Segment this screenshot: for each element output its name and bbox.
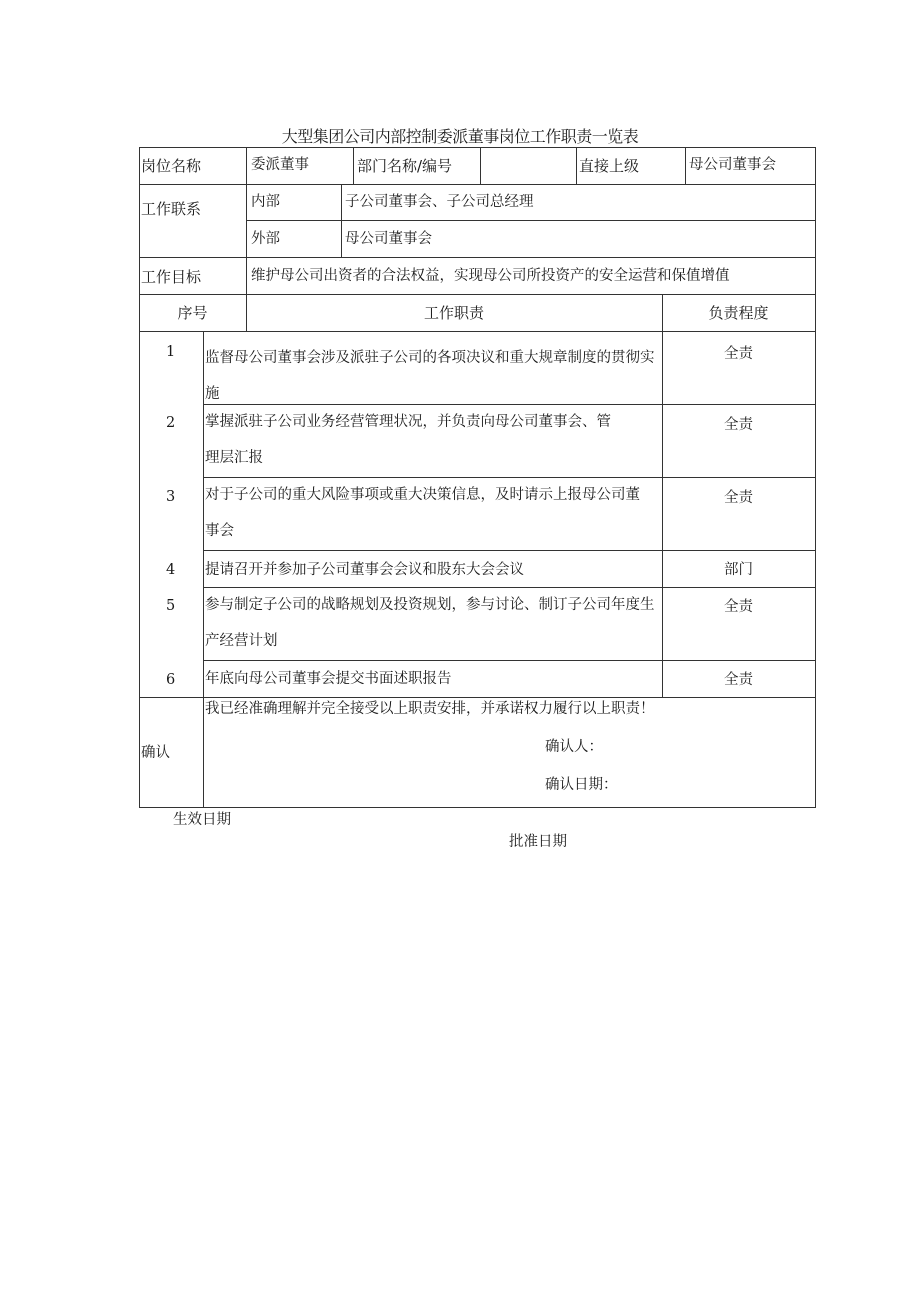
duty-text: 提请召开并参加子公司董事会会议和股东大会会议 <box>205 562 524 578</box>
duty-no: 2 <box>166 415 176 431</box>
confirm-label: 确认 <box>141 745 170 761</box>
external-label: 外部 <box>251 231 280 247</box>
goal-label: 工作目标 <box>141 268 202 286</box>
table-rule <box>576 147 577 184</box>
col-header-level: 负责程度 <box>708 304 769 322</box>
superior-label: 直接上级 <box>579 157 640 175</box>
table-rule <box>353 147 354 184</box>
table-rule <box>139 807 816 808</box>
table-rule <box>341 184 342 257</box>
table-rule <box>203 550 816 551</box>
position-label: 岗位名称 <box>141 157 202 175</box>
internal-label: 内部 <box>251 194 280 210</box>
contact-label: 工作联系 <box>141 200 202 218</box>
duties-table <box>139 147 816 808</box>
col-header-no: 序号 <box>177 304 208 322</box>
table-rule <box>815 147 816 808</box>
table-rule <box>203 331 204 807</box>
document-title: 大型集团公司内部控制委派董事岗位工作职责一览表 <box>281 127 639 146</box>
duty-level: 部门 <box>724 562 753 578</box>
duty-text: 对于子公司的重大风险事项或重大决策信息，及时请示上报母公司董事会 <box>205 487 640 539</box>
duty-level: 全责 <box>724 417 753 433</box>
table-rule <box>246 220 816 221</box>
table-rule <box>685 147 686 184</box>
table-rule <box>203 660 816 661</box>
duty-text: 监督母公司董事会涉及派驻子公司的各项决议和重大规章制度的贯彻实施 <box>205 350 655 402</box>
table-rule <box>139 257 816 258</box>
effective-date-label: 生效日期 <box>173 812 231 828</box>
duty-text: 掌握派驻子公司业务经营管理状况，并负责向母公司董事会、管理层汇报 <box>205 414 611 466</box>
table-rule <box>139 147 140 808</box>
confirm-date-label: 确认日期： <box>545 777 618 793</box>
approval-date-label: 批准日期 <box>509 834 567 850</box>
confirm-statement: 我已经准确理解并完全接受以上职责安排，并承诺权力履行以上职责！ <box>205 701 655 717</box>
table-rule <box>139 184 816 185</box>
table-rule <box>139 331 816 332</box>
duty-level: 全责 <box>724 599 753 615</box>
duty-level: 全责 <box>724 490 753 506</box>
table-rule <box>139 147 816 148</box>
table-rule <box>139 697 816 698</box>
table-rule <box>246 147 247 294</box>
table-rule <box>480 147 481 184</box>
table-rule <box>139 294 816 295</box>
external-value: 母公司董事会 <box>345 231 432 247</box>
goal-value: 维护母公司出资者的合法权益，实现母公司所投资产的安全运营和保值增值 <box>251 268 730 284</box>
duty-no: 3 <box>166 489 176 505</box>
duty-no: 1 <box>166 344 176 360</box>
col-header-duty: 工作职责 <box>423 304 484 322</box>
duty-no: 5 <box>166 598 176 614</box>
internal-value: 子公司董事会、子公司总经理 <box>345 194 534 210</box>
duty-level: 全责 <box>724 672 753 688</box>
duty-no: 6 <box>166 672 176 688</box>
dept-label: 部门名称/编号 <box>357 157 453 175</box>
duty-text: 参与制定子公司的战略规划及投资规划，参与讨论、制订子公司年度生产经营计划 <box>205 597 655 649</box>
duty-text: 年底向母公司董事会提交书面述职报告 <box>205 671 452 687</box>
confirmer-label: 确认人： <box>545 739 603 755</box>
duty-level: 全责 <box>724 346 753 362</box>
duty-no: 4 <box>166 562 176 578</box>
superior-value: 母公司董事会 <box>689 157 776 173</box>
position-value: 委派董事 <box>251 157 309 173</box>
